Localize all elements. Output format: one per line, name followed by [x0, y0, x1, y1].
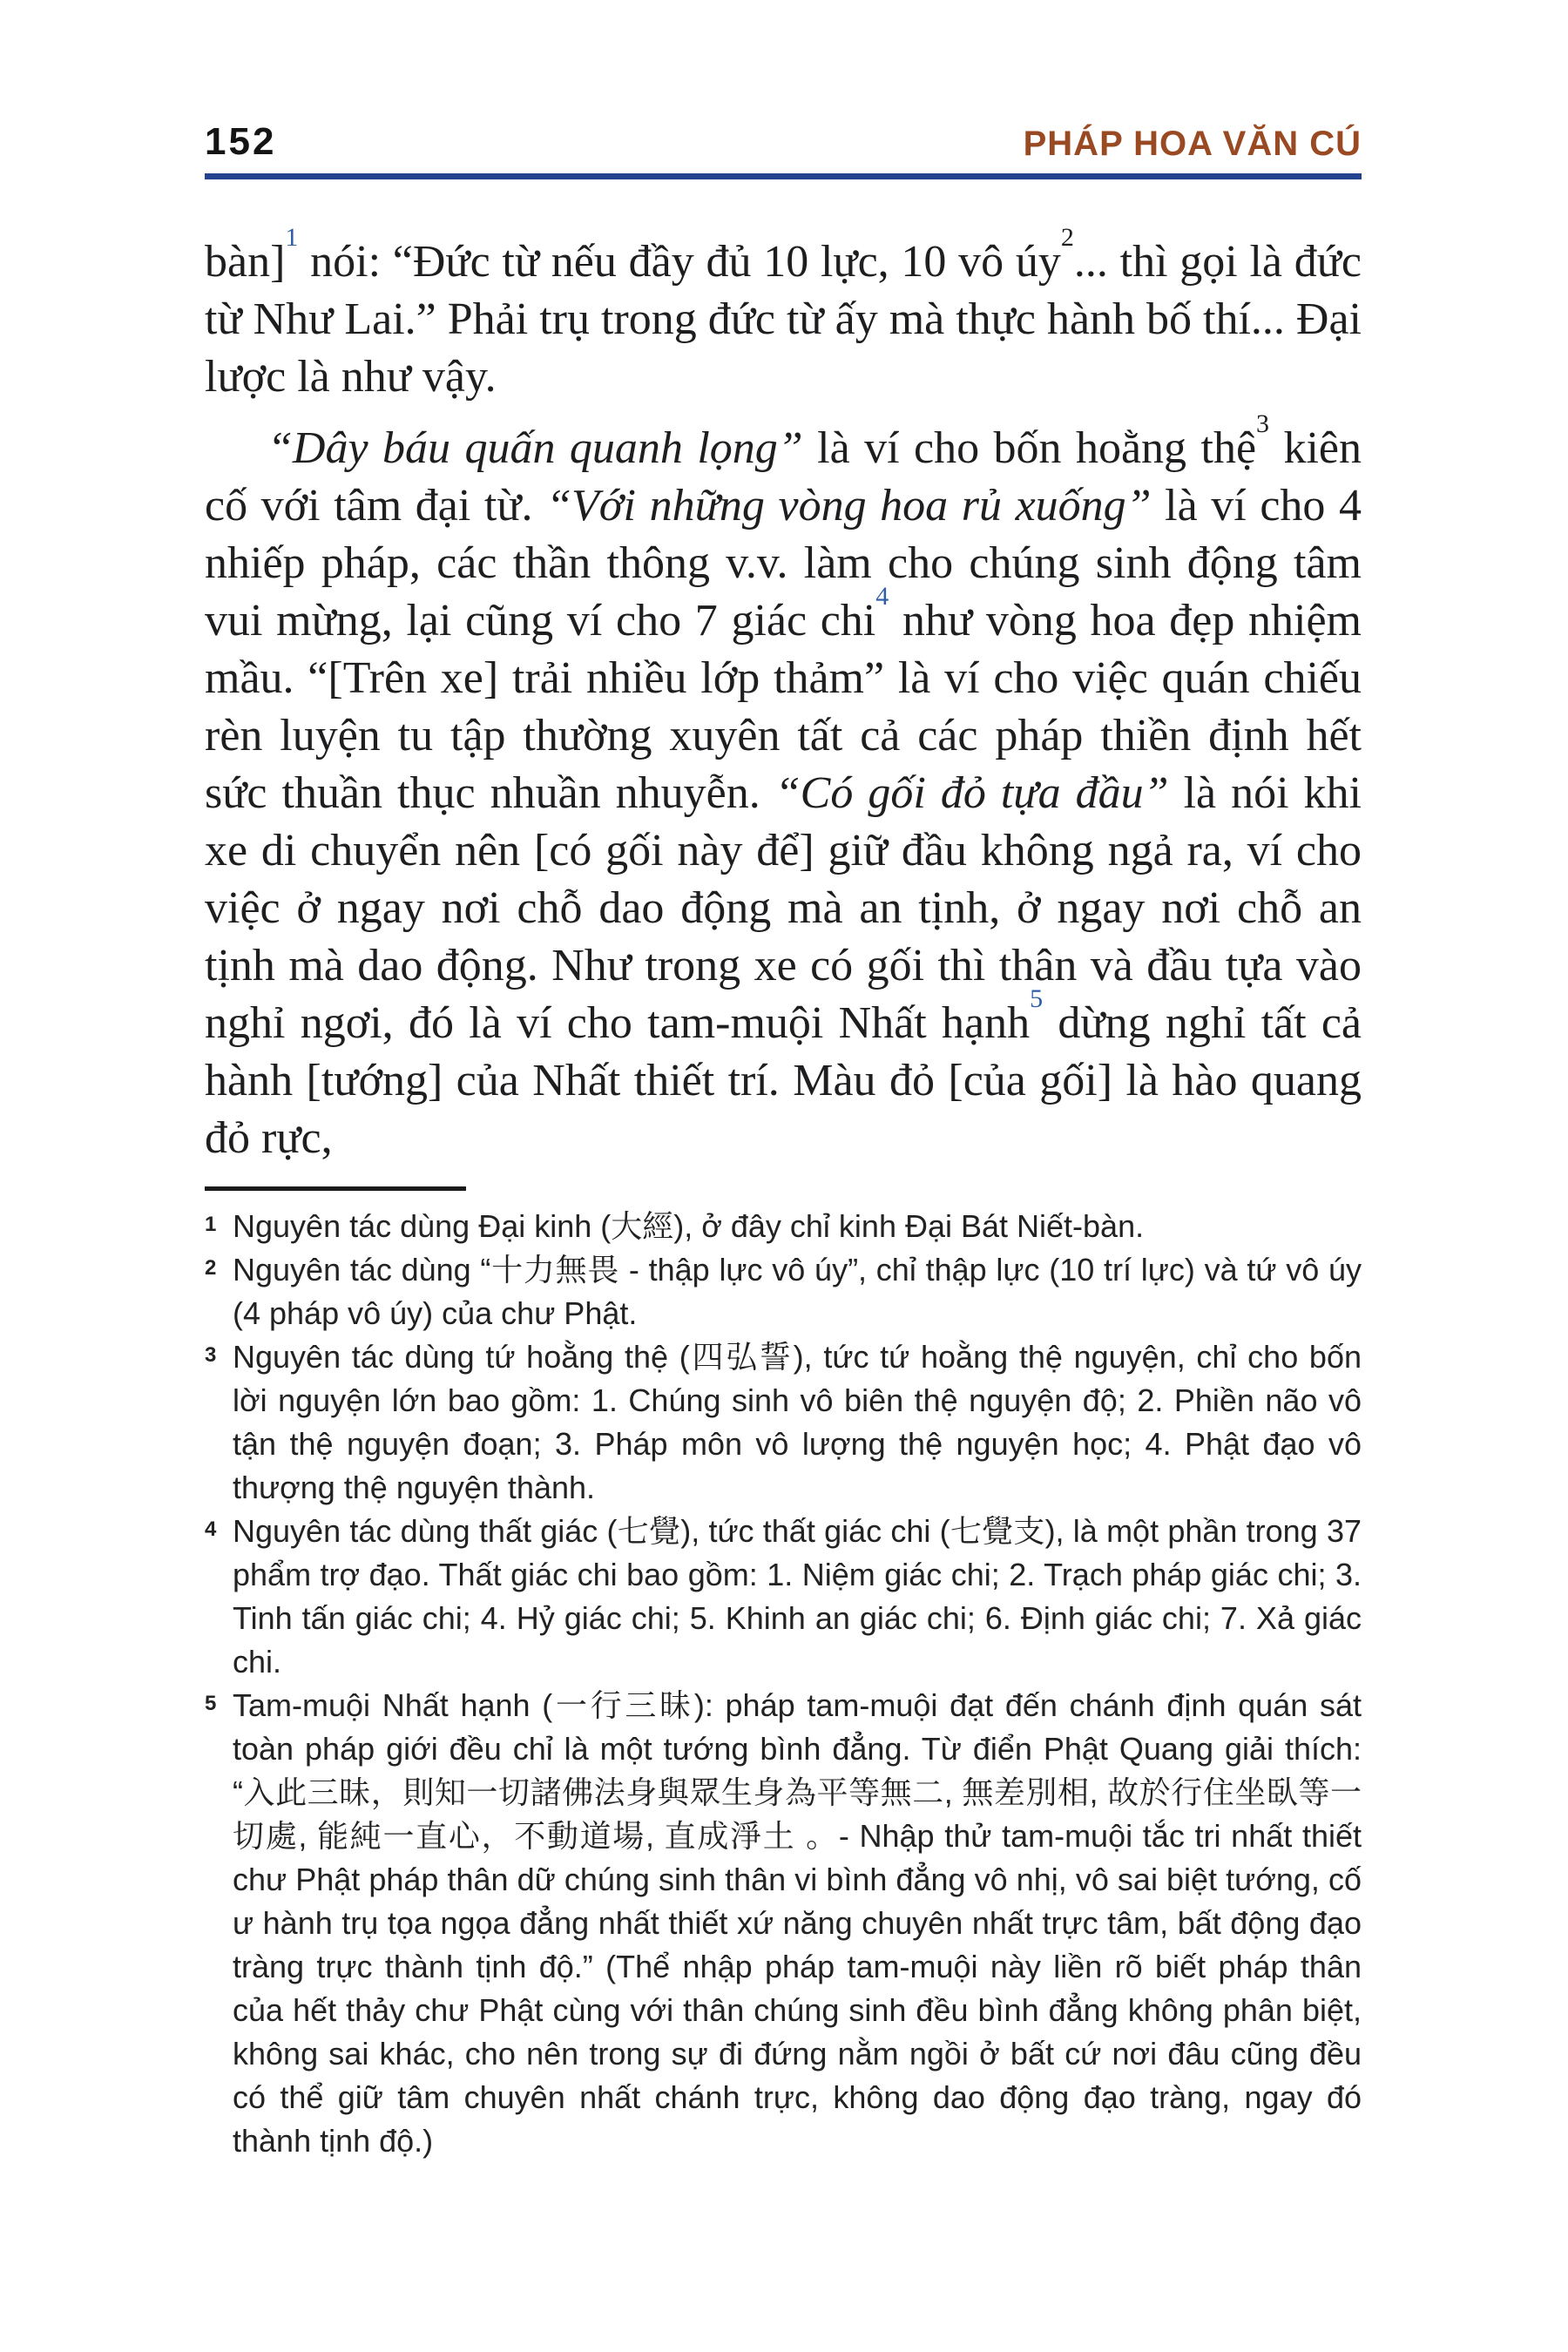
- text-run: kiên cố với tâm đại từ.: [205, 423, 1362, 531]
- footnote-text: Nguyên tác dùng tứ hoằng thệ (四弘誓), tức tứ hoằng thệ nguyện, chỉ cho bốn lời nguyện lớn bao gồm: 1. Chúng sinh vô biên thệ nguyện độ; 2. Phiền não vô tận thệ nguyện đoạn; 3. Pháp môn vô lượng thệ nguyện học; 4. Phật đạo vô thượng thệ nguyện thành.: [233, 1339, 1362, 1505]
- header-rule: [205, 173, 1362, 179]
- text-run-italic: “Dây báu quấn quanh lọng”: [267, 423, 803, 473]
- text-run: nói: “Đức từ nếu đầy đủ 10 lực, 10 vô úy: [298, 237, 1061, 287]
- footnote-number: 4: [205, 1517, 217, 1541]
- footnote-text: Nguyên tác dùng Đại kinh (大經), ở đây chỉ kinh Đại Bát Niết-bàn.: [233, 1208, 1145, 1244]
- running-header: [205, 120, 1362, 164]
- text-run: là ví cho 4 nhiếp pháp, các thần thông v.v. làm cho chúng sinh động tâm vui mừng, lại cũng ví cho 7 giác chi: [205, 481, 1362, 645]
- footnote-item-2: [205, 1248, 1362, 1335]
- footnote-ref-2: 2: [1060, 223, 1074, 253]
- text-run-italic: “Với những vòng hoa rủ xuống”: [546, 481, 1152, 531]
- page-content: [205, 223, 1362, 2163]
- text-run: như vòng hoa đẹp nhiệm mầu. “[Trên xe] trải nhiều lớp thảm” là ví cho việc quán chiếu rèn luyện tu tập thường xuyên tất cả các pháp thiền định hết sức thuần thục nhuần nhuyễn.: [205, 596, 1362, 818]
- footnote-number: 2: [205, 1256, 217, 1280]
- text-run: là nói khi xe di chuyển nên [có gối này để] giữ đầu không ngả ra, ví cho việc ở ngay nơi chỗ dao động mà an tịnh, ở ngay nơi chỗ an tịnh mà dao động. Như trong xe có gối thì thân và đầu tựa vào nghỉ ngơi, đó là ví cho tam-muội Nhất hạnh: [205, 768, 1362, 1048]
- text-run: bàn]: [205, 237, 286, 287]
- footnote-number: 1: [205, 1213, 217, 1236]
- footnote-text: Nguyên tác dùng thất giác (七覺), tức thất giác chi (七覺支), là một phần trong 37 phẩm trợ đạo. Thất giác chi bao gồm: 1. Niệm giác chi; 2. Trạch pháp giác chi; 3. Tinh tấn giác chi; 4. Hỷ giác chi; 5. Khinh an giác chi; 6. Định giác chi; 7. Xả giác chi.: [233, 1513, 1362, 1680]
- body-text: [205, 223, 1362, 1167]
- footnote-item-1: [205, 1205, 1362, 1248]
- footnote-text: Nguyên tác dùng “十力無畏 - thập lực vô úy”, chỉ thập lực (10 trí lực) và tứ vô úy (4 pháp vô úy) của chư Phật.: [233, 1252, 1362, 1331]
- footnotes-list: [205, 1205, 1362, 2163]
- footnote-ref-4: 4: [875, 582, 889, 612]
- footnote-text: Tam-muội Nhất hạnh (一行三昧): pháp tam-muội đạt đến chánh định quán sát toàn pháp giới đều chỉ là một tướng bình đẳng. Từ điển Phật Quang giải thích: “入此三昧，則知一切諸佛法身與眾生身為平等無二, 無差別相, 故於行住坐臥等一切處, 能純一直心，不動道場, 直成淨土 。- Nhập thử tam-muội tắc tri nhất thiết chư Phật pháp thân dữ chúng sinh thân vi bình đẳng vô nhị, vô sai biệt tướng, cố ư hành trụ tọa ngọa đẳng nhất thiết xứ năng chuyên nhất trực tâm, bất động đạo tràng trực thành tịnh độ.” (Thể nhập pháp tam-muội này liền rõ biết pháp thân của hết thảy chư Phật cùng với thân chúng sinh đều bình đẳng không phân biệt, không sai khác, cho nên trong sự đi đứng nằm ngồi ở bất cứ nơi đâu cũng đều có thể giữ tâm chuyên nhất chánh trực, không dao động đạo tràng, ngay đó thành tịnh độ.): [233, 1687, 1362, 2159]
- text-run: là ví cho bốn hoằng thệ: [802, 423, 1257, 473]
- page-number: 152: [205, 120, 277, 163]
- footnote-ref-1: 1: [285, 223, 299, 253]
- footnote-ref-3: 3: [1256, 409, 1270, 439]
- footnote-separator: [205, 1186, 466, 1191]
- footnote-item-5: [205, 1684, 1362, 2163]
- footnote-item-4: [205, 1510, 1362, 1684]
- text-run-italic: “Có gối đỏ tựa đầu”: [774, 768, 1169, 818]
- body-paragraph-2: [205, 409, 1362, 1167]
- footnote-ref-5: 5: [1030, 984, 1044, 1014]
- running-title: PHÁP HOA VĂN CÚ: [1023, 125, 1362, 163]
- footnote-number: 5: [205, 1692, 217, 1715]
- footnote-number: 3: [205, 1343, 217, 1367]
- text-run: ... thì gọi là đức từ Như Lai.” Phải trụ trong đức từ ấy mà thực hành bố thí... Đại lược là như vậy.: [205, 237, 1362, 402]
- body-paragraph-1: [205, 223, 1362, 406]
- text-run: dừng nghỉ tất cả hành [tướng] của Nhất thiết trí. Màu đỏ [của gối] là hào quang đỏ rực,: [205, 998, 1362, 1163]
- footnote-item-3: [205, 1335, 1362, 1510]
